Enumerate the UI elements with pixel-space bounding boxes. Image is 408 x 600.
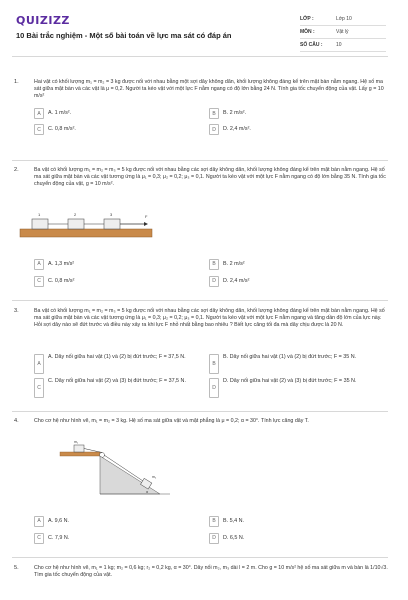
option-letter: D <box>209 124 219 135</box>
option-b[interactable] <box>209 108 379 120</box>
option-c[interactable] <box>34 532 204 544</box>
option-letter: D <box>209 533 219 544</box>
block-label-1: 1 <box>38 212 41 217</box>
option-letter: D <box>209 378 219 398</box>
divider <box>12 160 388 161</box>
three-blocks-figure <box>20 207 160 243</box>
page-title: 10 Bài trắc nghiệm - Một số bài toán về lực ma sát có đáp án <box>16 31 232 40</box>
info-label: MÔN : <box>300 29 315 35</box>
options <box>34 512 408 546</box>
options <box>34 253 408 289</box>
option-text: D. Dây nối giữa hai vật (2) và (3) bị đứt trước; F = 35 N. <box>223 378 357 384</box>
quizizz-logo: QUIZIZZ <box>16 14 70 27</box>
option-text: A. Dây nối giữa hai vật (1) và (2) bị đứt trước; F = 37,5 N. <box>48 354 186 360</box>
question-text: Ba vật có khối lượng m₁ = m₂ = m₃ = 5 kg được nối với nhau bằng các sợi dây không dãn, khối lượng không đáng kể trên mặt bàn nằm ngang. Hệ số ma sát giữa mặt bàn và các vật tương ứng là μ₁ = 0,3; μ₂ = 0,2; μ₃ = 0,1. Người ta kéo vật với một lực F nằm ngang có độ lớn bằng 35 N. Tính gia tốc chuyển động của vật, g = 10 m/s². <box>34 167 386 188</box>
options <box>34 101 388 139</box>
option-b[interactable] <box>209 515 379 527</box>
question-4 <box>14 418 388 541</box>
question-5 <box>14 565 388 579</box>
option-d[interactable] <box>209 124 379 136</box>
option-text: D. 6,5 N. <box>223 534 245 541</box>
option-text: C. 0,8 m/s². <box>48 126 76 133</box>
option-letter: C <box>34 533 44 544</box>
divider <box>12 56 388 57</box>
option-letter: C <box>34 276 44 287</box>
divider <box>12 411 388 412</box>
option-text: B. 5,4 N. <box>223 517 244 524</box>
option-c[interactable] <box>34 124 204 136</box>
option-letter: A <box>34 108 44 119</box>
option-a[interactable] <box>34 354 204 374</box>
option-c[interactable] <box>34 378 204 398</box>
option-d[interactable] <box>209 532 379 544</box>
block-label-2: 2 <box>74 212 77 217</box>
question-text: Hai vật có khối lượng m₁ = m₂ = 3 kg được nối với nhau bằng một sợi dây không dãn, khối lượng không đáng kể trên mặt bàn nằm ngang. Hệ số ma sát giữa mặt bàn và các vật là μ = 0,2. Người ta kéo vật với một lực F nằm ngang có độ lớn bằng 24 N. Tính gia tốc chuyển động của vật. Lấy g = 10 m/s² <box>34 79 384 100</box>
angle-label: α <box>146 490 149 494</box>
info-value: Vật lý <box>336 29 349 35</box>
question-text: Ba vật có khối lượng m₁ = m₂ = m₃ = 5 kg được nối với nhau bằng các sợi dây không dãn, khối lượng không đáng kể trên mặt bàn nằm ngang. Hệ số ma sát giữa mặt bàn và các vật tương ứng là μ₁ = 0,3; μ₂ = 0,2; μ₃ = 0,1. Người ta kéo vật với một lực F nằm ngang và tăng dần độ lớn của lực này. Hỏi sợi dây nào sẽ đứt trước và điều này xảy ra khi lực F nhỏ nhất bằng bao nhiêu ? Biết lực căng tối đa mà dây chịu được là 20 N. <box>34 308 385 329</box>
info-value: 10 <box>336 42 342 48</box>
option-text: B. 2 m/s². <box>223 110 247 117</box>
option-b[interactable] <box>209 354 379 374</box>
question-2 <box>14 167 388 284</box>
option-letter: A <box>34 516 44 527</box>
option-letter: B <box>209 259 219 270</box>
info-label: SỐ CÂU : <box>300 42 323 48</box>
option-text: B. 2 m/s² <box>223 260 245 267</box>
option-letter: B <box>209 108 219 119</box>
option-letter: B <box>209 516 219 527</box>
question-number: 4. <box>14 418 19 424</box>
option-text: B. Dây nối giữa hai vật (1) và (2) bị đứt trước; F = 35 N. <box>223 354 357 360</box>
divider <box>12 557 388 558</box>
option-d[interactable] <box>209 378 379 398</box>
block-label-3: 3 <box>110 212 113 217</box>
info-label: LỚP : <box>300 16 314 22</box>
option-letter: B <box>209 354 219 374</box>
option-text: A. 1,3 m/s² <box>48 260 75 267</box>
question-text: Cho cơ hệ như hình vẽ, m₁ = m₂ = 3 kg. Hệ số ma sát giữa vật và mặt phẳng là μ = 0,2; α = 30°. Tính lực căng dây T. <box>34 418 309 424</box>
divider <box>12 300 388 301</box>
question-number: 3. <box>14 308 19 314</box>
info-value: Lớp 10 <box>336 16 352 22</box>
option-text: A. 1 m/s². <box>48 110 72 117</box>
question-number: 2. <box>14 167 19 173</box>
option-d[interactable] <box>209 275 379 287</box>
mass-label-2: m₂ <box>152 475 157 479</box>
option-letter: C <box>34 378 44 398</box>
option-a[interactable] <box>34 515 204 527</box>
question-3 <box>14 308 388 391</box>
force-label: F <box>145 214 148 219</box>
incline-figure <box>60 440 180 500</box>
option-text: D. 2,4 m/s² <box>223 277 250 284</box>
question-number: 1. <box>14 79 19 85</box>
info-row-subject <box>300 26 386 39</box>
info-row-count <box>300 39 386 52</box>
option-b[interactable] <box>209 258 379 270</box>
option-c[interactable] <box>34 275 204 287</box>
option-letter: A <box>34 354 44 374</box>
question-number: 5. <box>14 565 19 571</box>
option-letter: A <box>34 259 44 270</box>
question-1 <box>14 79 388 139</box>
option-text: C. Dây nối giữa hai vật (2) và (3) bị đứt trước; F = 37,5 N. <box>48 378 186 384</box>
option-text: A. 9,6 N. <box>48 517 69 524</box>
info-row-class <box>300 13 386 26</box>
info-box <box>300 13 386 52</box>
option-text: C. 0,8 m/s² <box>48 277 75 284</box>
option-letter: C <box>34 124 44 135</box>
option-letter: D <box>209 276 219 287</box>
option-text: D. 2,4 m/s². <box>223 126 251 133</box>
option-text: C. 7,9 N. <box>48 534 70 541</box>
options <box>34 350 408 400</box>
option-a[interactable] <box>34 108 204 120</box>
option-a[interactable] <box>34 258 204 270</box>
question-text: Cho cơ hệ như hình vẽ, m₁ = 1 kg; m₂ = 0,6 kg; r₂ = 0,2 kg, α = 30°. Dây nối m₂, m₃ dài l = 2 m. Cho g = 10 m/s² hệ số ma sát giữa m và bàn là 1/10√3. Tìm gia tốc chuyển động của vật. <box>34 565 388 579</box>
mass-label-1: m₁ <box>74 440 79 444</box>
